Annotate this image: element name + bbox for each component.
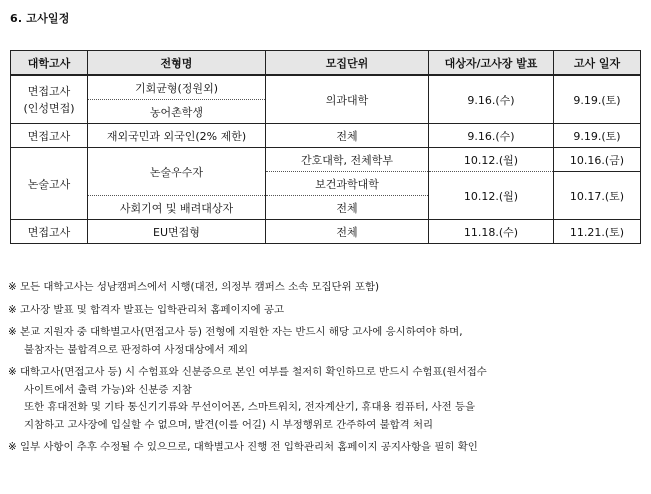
note-item [8, 364, 644, 434]
note-item [8, 279, 644, 297]
header-date: 고사 일자 [554, 51, 641, 76]
date-cell: 10.16.(금) [554, 148, 641, 172]
exam-cell: 면접고사 [11, 220, 88, 244]
header-announce: 대상자/고사장 발표 [429, 51, 554, 76]
date-cell: 9.19.(토) [554, 75, 641, 124]
table-row [11, 124, 641, 148]
table-row [11, 148, 641, 172]
track-cell: 재외국민과 외국인(2% 제한) [88, 124, 266, 148]
note-item [8, 302, 644, 320]
table-row [11, 220, 641, 244]
announce-cell: 9.16.(수) [429, 124, 554, 148]
announce-cell: 9.16.(수) [429, 75, 554, 124]
note-line: ※ 대학고사(면접고사 등) 시 수험표와 신분증으로 본인 여부를 철저히 확인하므로 반드시 수험표(원서접수 [8, 366, 487, 378]
note-line: 지참하고 고사장에 입실할 수 없으며, 발견(이를 어길) 시 부정행위로 간주하여 불합격 처리 [24, 418, 434, 431]
track-cell: 논술우수자 [88, 148, 266, 196]
unit-cell: 전체 [266, 220, 429, 244]
exam-cell: 면접고사 [11, 124, 88, 148]
note-item [8, 439, 644, 457]
unit-cell: 전체 [266, 124, 429, 148]
track-cell: 기회균형(정원외) [88, 75, 266, 100]
exam-cell: 논술고사 [11, 148, 88, 220]
date-cell: 10.17.(토) [554, 172, 641, 220]
header-track: 전형명 [88, 51, 266, 76]
note-line: ※ 모든 대학고사는 성남캠퍼스에서 시행(대전, 의정부 캠퍼스 소속 모집단위 포함) [8, 281, 380, 293]
exam-cell: 면접고사 (인성면접) [11, 75, 88, 124]
track-cell: 사회기여 및 배려대상자 [88, 196, 266, 220]
date-cell: 11.21.(토) [554, 220, 641, 244]
exam-schedule-table [10, 50, 641, 244]
note-item [8, 324, 644, 359]
unit-cell: 보건과학대학 [266, 172, 429, 196]
track-cell: EU면접형 [88, 220, 266, 244]
note-line: ※ 일부 사항이 추후 수정될 수 있으므로, 대학별고사 진행 전 입학관리처 홈페이지 공지사항을 필히 확인 [8, 441, 478, 453]
announce-cell: 10.12.(월) [429, 148, 554, 172]
note-line: ※ 고사장 발표 및 합격자 발표는 입학관리처 홈페이지에 공고 [8, 303, 285, 316]
header-unit: 모집단위 [266, 51, 429, 76]
note-line: 또한 휴대전화 및 기타 통신기기류와 무선이어폰, 스마트워치, 전자계산기, 휴대용 컴퓨터, 사전 등을 [24, 401, 476, 413]
unit-cell: 간호대학, 전체학부 [266, 148, 429, 172]
announce-cell: 11.18.(수) [429, 220, 554, 244]
date-cell: 9.19.(토) [554, 124, 641, 148]
note-line: 불참자는 불합격으로 판정하여 사정대상에서 제외 [24, 343, 248, 356]
track-cell: 농어촌학생 [88, 100, 266, 124]
table-row [11, 75, 641, 100]
announce-cell: 10.12.(월) [429, 172, 554, 220]
header-exam: 대학고사 [11, 51, 88, 76]
table-header-row [11, 51, 641, 76]
unit-cell: 의과대학 [266, 75, 429, 124]
note-line: ※ 본교 지원자 중 대학별고사(면접고사 등) 전형에 지원한 자는 반드시 해당 고사에 응시하여야 하며, [8, 326, 463, 338]
notes-list [8, 279, 644, 462]
note-line: 사이트에서 출력 가능)와 신분증 지참 [24, 383, 192, 396]
section-title: 6. 고사일정 [10, 12, 70, 25]
unit-cell: 전체 [266, 196, 429, 220]
